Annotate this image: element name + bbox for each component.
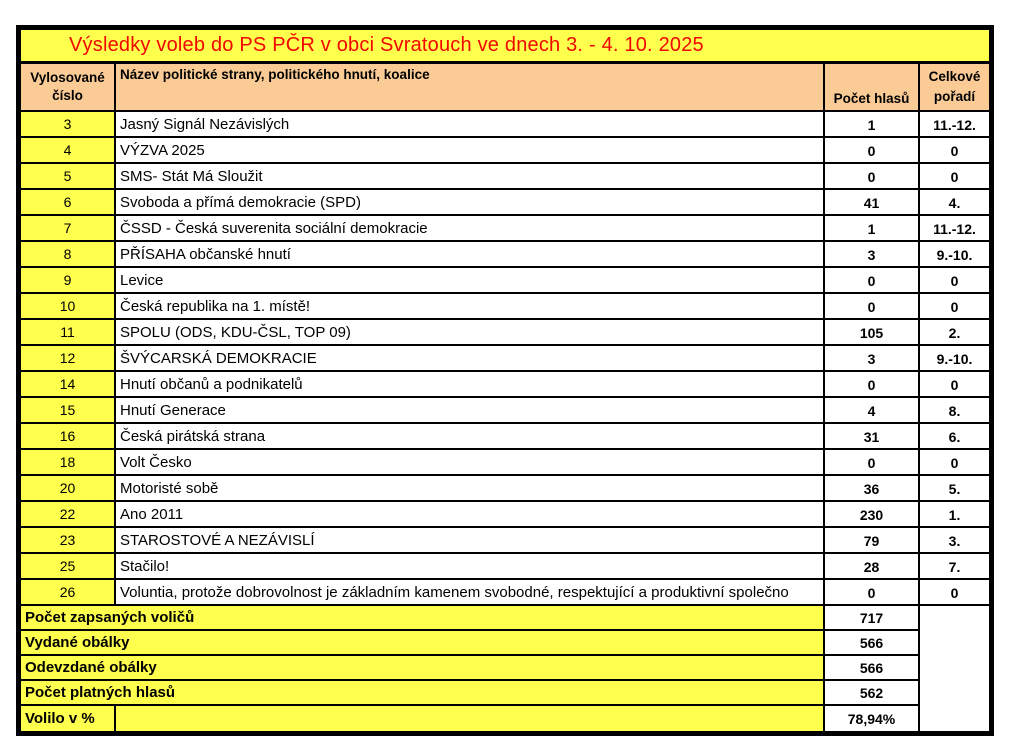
party-row — [21, 112, 989, 138]
party-votes-cell: 1 — [825, 112, 920, 136]
party-number-cell: 12 — [21, 346, 116, 370]
party-name-cell: Motoristé sobě — [116, 476, 825, 500]
party-rank-cell: 4. — [948, 195, 961, 211]
party-number-cell: 16 — [21, 424, 116, 448]
summary-label-registered-voters: Počet zapsaných voličů — [21, 606, 825, 631]
party-number-cell: 8 — [21, 242, 116, 266]
party-row — [21, 242, 989, 268]
party-row — [21, 528, 989, 554]
summary-label-returned-envelopes: Odevzdané obálky — [21, 656, 825, 681]
party-name-cell: Levice — [116, 268, 825, 292]
party-name-cell: VÝZVA 2025 — [116, 138, 825, 162]
party-rank-cell: 6. — [948, 429, 961, 445]
summary-value-issued-envelopes: 566 — [825, 631, 920, 656]
party-rank-cell: 0 — [950, 143, 959, 159]
party-votes-cell: 36 — [825, 476, 920, 500]
summary-label-turnout-percent: Volilo v % — [21, 706, 116, 731]
party-name-cell: Česká pirátská strana — [116, 424, 825, 448]
column-header-votes: Počet hlasů — [825, 64, 920, 110]
party-votes-cell: 41 — [825, 190, 920, 214]
party-row — [21, 164, 989, 190]
summary-rank-empty-cell — [920, 606, 989, 731]
party-votes-cell: 105 — [825, 320, 920, 344]
party-row — [21, 398, 989, 424]
party-number-cell: 26 — [21, 580, 116, 604]
party-name-cell: Svoboda a přímá demokracie (SPD) — [116, 190, 825, 214]
party-votes-cell: 0 — [825, 294, 920, 318]
party-name-cell: Hnutí občanů a podnikatelů — [116, 372, 825, 396]
party-rank-cell: 11.-12. — [933, 221, 976, 237]
party-votes-cell: 4 — [825, 398, 920, 422]
party-name-cell: Voluntia, protože dobrovolnost je základním kamenem svobodné, respektující a produktivní společno — [116, 580, 825, 604]
party-votes-cell: 0 — [825, 268, 920, 292]
party-row — [21, 424, 989, 450]
party-rank-cell: 0 — [950, 299, 959, 315]
party-row — [21, 554, 989, 580]
party-number-cell: 22 — [21, 502, 116, 526]
party-votes-cell: 28 — [825, 554, 920, 578]
party-number-cell: 10 — [21, 294, 116, 318]
party-number-cell: 4 — [21, 138, 116, 162]
column-header-rank: Celkové pořadí — [928, 68, 981, 104]
party-row — [21, 450, 989, 476]
party-name-cell: PŘÍSAHA občanské hnutí — [116, 242, 825, 266]
party-number-cell: 5 — [21, 164, 116, 188]
party-row — [21, 190, 989, 216]
party-rank-cell: 2. — [948, 325, 961, 341]
party-rank-cell: 3. — [948, 533, 961, 549]
party-rank-cell: 9.-10. — [936, 351, 973, 367]
party-votes-cell: 79 — [825, 528, 920, 552]
party-number-cell: 3 — [21, 112, 116, 136]
summary-value-registered-voters: 717 — [825, 606, 920, 631]
party-rank-cell: 5. — [948, 481, 961, 497]
party-number-cell: 6 — [21, 190, 116, 214]
party-number-cell: 15 — [21, 398, 116, 422]
party-name-cell: SMS- Stát Má Sloužit — [116, 164, 825, 188]
party-name-cell: Ano 2011 — [116, 502, 825, 526]
party-number-cell: 14 — [21, 372, 116, 396]
party-rank-cell: 1. — [948, 507, 961, 523]
party-rank-cell: 9.-10. — [936, 247, 973, 263]
party-row — [21, 268, 989, 294]
summary-label-valid-votes: Počet platných hlasů — [21, 681, 825, 706]
table-header-row — [21, 64, 989, 112]
party-number-cell: 23 — [21, 528, 116, 552]
summary-label-issued-envelopes: Vydané obálky — [21, 631, 825, 656]
party-votes-cell: 0 — [825, 138, 920, 162]
party-name-cell: Česká republika na 1. místě! — [116, 294, 825, 318]
party-row — [21, 320, 989, 346]
party-votes-cell: 3 — [825, 346, 920, 370]
party-row — [21, 216, 989, 242]
party-rank-cell: 0 — [950, 377, 959, 393]
party-name-cell: STAROSTOVÉ A NEZÁVISLÍ — [116, 528, 825, 552]
party-rank-cell: 8. — [948, 403, 961, 419]
party-rows — [21, 112, 989, 606]
party-name-cell: SPOLU (ODS, KDU-ČSL, TOP 09) — [116, 320, 825, 344]
column-header-number: Vylosované číslo — [21, 64, 116, 110]
summary-value-turnout-percent: 78,94% — [825, 706, 920, 731]
party-votes-cell: 0 — [825, 372, 920, 396]
page-title: Výsledky voleb do PS PČR v obci Svratouch ve dnech 3. - 4. 10. 2025 — [69, 34, 704, 56]
party-row — [21, 476, 989, 502]
party-votes-cell: 31 — [825, 424, 920, 448]
party-number-cell: 18 — [21, 450, 116, 474]
party-name-cell: Stačilo! — [116, 554, 825, 578]
table-title-row — [21, 30, 989, 64]
party-votes-cell: 230 — [825, 502, 920, 526]
party-row — [21, 346, 989, 372]
summary-value-returned-envelopes: 566 — [825, 656, 920, 681]
party-number-cell: 7 — [21, 216, 116, 240]
party-row — [21, 580, 989, 606]
party-row — [21, 294, 989, 320]
party-name-cell: Jasný Signál Nezávislých — [116, 112, 825, 136]
party-votes-cell: 0 — [825, 580, 920, 604]
party-rank-cell: 0 — [950, 273, 959, 289]
party-rank-cell: 0 — [950, 169, 959, 185]
results-table — [16, 25, 994, 736]
party-row — [21, 372, 989, 398]
party-name-cell: Volt Česko — [116, 450, 825, 474]
party-rank-cell: 0 — [950, 455, 959, 471]
party-votes-cell: 0 — [825, 450, 920, 474]
summary-section — [21, 606, 989, 731]
party-votes-cell: 0 — [825, 164, 920, 188]
party-row — [21, 138, 989, 164]
party-votes-cell: 1 — [825, 216, 920, 240]
party-votes-cell: 3 — [825, 242, 920, 266]
column-header-party-name: Název politické strany, politického hnutí, koalice — [116, 64, 825, 110]
party-number-cell: 11 — [21, 320, 116, 344]
party-rank-cell: 0 — [950, 585, 959, 601]
party-name-cell: ČSSD - Česká suverenita sociální demokracie — [116, 216, 825, 240]
party-rank-cell: 7. — [948, 559, 961, 575]
summary-filler-cell — [116, 706, 825, 731]
party-number-cell: 20 — [21, 476, 116, 500]
party-row — [21, 502, 989, 528]
party-name-cell: Hnutí Generace — [116, 398, 825, 422]
party-rank-cell: 11.-12. — [933, 117, 976, 133]
summary-value-valid-votes: 562 — [825, 681, 920, 706]
party-name-cell: ŠVÝCARSKÁ DEMOKRACIE — [116, 346, 825, 370]
party-number-cell: 25 — [21, 554, 116, 578]
party-number-cell: 9 — [21, 268, 116, 292]
